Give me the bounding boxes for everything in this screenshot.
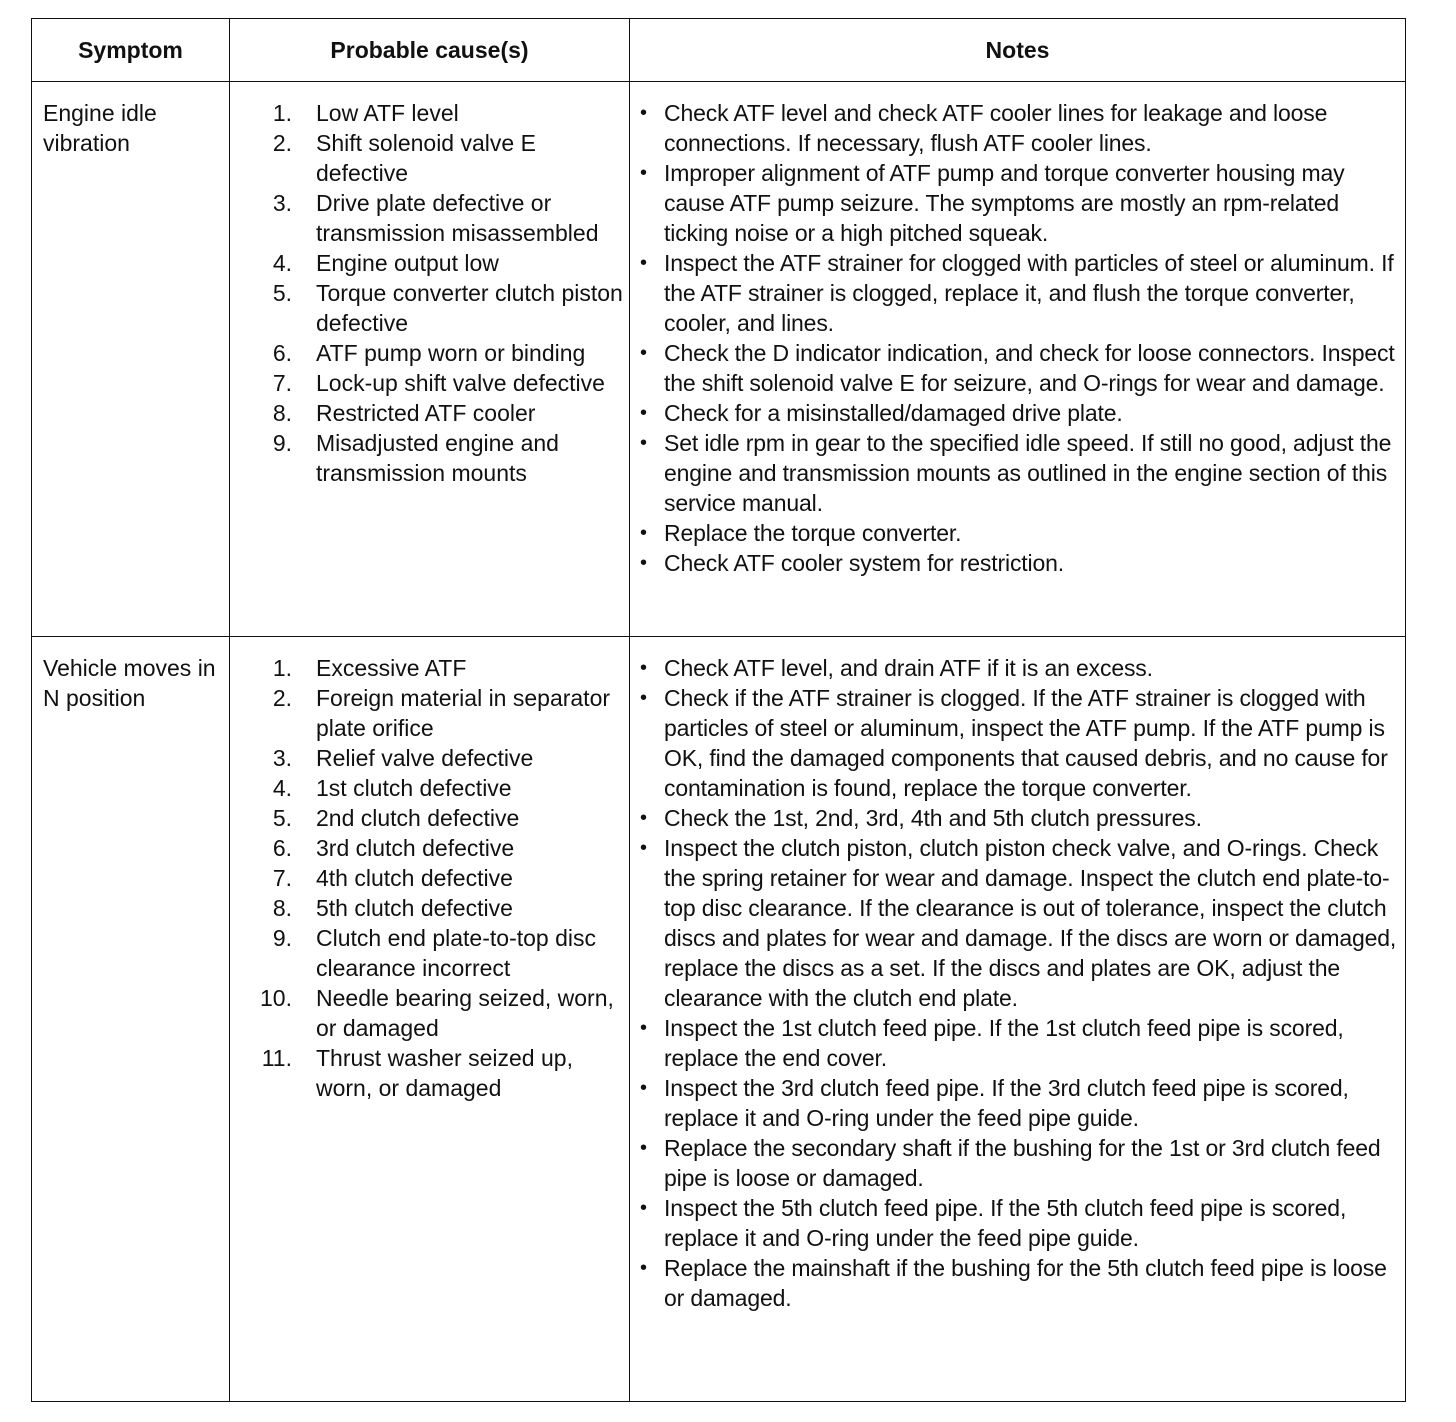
- note-text: Inspect the ATF strainer for clogged with particles of steel or aluminum. If the ATF strainer is clogged, replace it, and flush the torque converter, cooler, and lines.: [664, 250, 1394, 336]
- list-item: [230, 98, 623, 128]
- cause-number: 10.: [260, 985, 292, 1011]
- cause-text: Restricted ATF cooler: [316, 400, 536, 426]
- list-item: [230, 683, 623, 743]
- list-item: [230, 983, 623, 1043]
- list-item: [230, 743, 623, 773]
- note-text: Check if the ATF strainer is clogged. If the ATF strainer is clogged with particles of steel or aluminum, inspect the ATF pump. If the ATF pump is OK, find the damaged components that caused debris, and no cause for contamination is found, replace the torque converter.: [664, 685, 1388, 801]
- list-item: [640, 338, 1399, 398]
- list-item: [230, 398, 623, 428]
- bullet-icon: •: [640, 657, 648, 679]
- list-item: [230, 803, 623, 833]
- cause-number: 2.: [272, 685, 292, 711]
- cause-number: 4.: [272, 775, 292, 801]
- note-text: Check ATF cooler system for restriction.: [664, 550, 1065, 576]
- bullet-icon: •: [640, 837, 648, 859]
- cause-number: 6.: [272, 340, 292, 366]
- cause-number: 7.: [272, 370, 292, 396]
- list-item: [640, 1133, 1399, 1193]
- cause-number: 3.: [272, 190, 292, 216]
- cause-number: 9.: [272, 925, 292, 951]
- notes-cell: [630, 82, 1406, 637]
- cause-text: Lock-up shift valve defective: [316, 370, 605, 396]
- note-text: Inspect the 5th clutch feed pipe. If the 5th clutch feed pipe is scored, replace it and O-ring under the feed pipe guide.: [664, 1195, 1347, 1251]
- cause-number: 11.: [261, 1045, 292, 1071]
- cause-number: 8.: [272, 400, 292, 426]
- cause-text: 5th clutch defective: [316, 895, 513, 921]
- cause-number: 2.: [272, 130, 292, 156]
- cause-number: 9.: [272, 430, 292, 456]
- list-item: [640, 518, 1399, 548]
- list-item: [640, 548, 1399, 578]
- bullet-icon: •: [640, 1257, 648, 1279]
- header-row: [32, 19, 1406, 82]
- list-item: [640, 1013, 1399, 1073]
- cause-text: Low ATF level: [316, 100, 459, 126]
- note-text: Inspect the 1st clutch feed pipe. If the 1st clutch feed pipe is scored, replace the end cover.: [664, 1015, 1344, 1071]
- bullet-icon: •: [640, 1197, 648, 1219]
- list-item: [230, 248, 623, 278]
- list-item: [640, 1073, 1399, 1133]
- note-text: Check ATF level and check ATF cooler lines for leakage and loose connections. If necessary, flush ATF cooler lines.: [664, 100, 1328, 156]
- cause-text: Shift solenoid valve E defective: [316, 130, 536, 186]
- cause-number: 6.: [272, 835, 292, 861]
- list-item: [640, 683, 1399, 803]
- list-item: [640, 428, 1399, 518]
- cause-list: [230, 653, 623, 1103]
- list-item: [230, 833, 623, 863]
- list-item: [230, 428, 623, 488]
- note-list: [640, 98, 1399, 578]
- symptom-cell: [32, 82, 230, 637]
- troubleshooting-table: [31, 18, 1406, 1402]
- cause-text: Foreign material in separator plate orifice: [316, 685, 611, 741]
- note-text: Check the D indicator indication, and check for loose connectors. Inspect the shift solenoid valve E for seizure, and O-rings for wear and damage.: [664, 340, 1395, 396]
- note-text: Improper alignment of ATF pump and torque converter housing may cause ATF pump seizure. The symptoms are mostly an rpm-related ticking noise or a high pitched squeak.: [664, 160, 1345, 246]
- table-row: [32, 82, 1406, 637]
- list-item: [640, 98, 1399, 158]
- table-row: [32, 637, 1406, 1402]
- cause-text: Relief valve defective: [316, 745, 534, 771]
- bullet-icon: •: [640, 552, 648, 574]
- bullet-icon: •: [640, 807, 648, 829]
- cause-list: [230, 98, 623, 488]
- list-item: [230, 863, 623, 893]
- note-text: Set idle rpm in gear to the specified idle speed. If still no good, adjust the engine and transmission mounts as outlined in the engine section of this service manual.: [664, 430, 1392, 516]
- cause-number: 3.: [272, 745, 292, 771]
- note-text: Check the 1st, 2nd, 3rd, 4th and 5th clutch pressures.: [664, 805, 1202, 831]
- note-list: [640, 653, 1399, 1313]
- cause-text: 2nd clutch defective: [316, 805, 520, 831]
- causes-cell: [230, 637, 630, 1402]
- cause-text: 1st clutch defective: [316, 775, 512, 801]
- cause-text: Torque converter clutch piston defective: [316, 280, 623, 336]
- cause-text: Thrust washer seized up, worn, or damaged: [316, 1045, 573, 1101]
- list-item: [640, 803, 1399, 833]
- cause-number: 7.: [272, 865, 292, 891]
- bullet-icon: •: [640, 102, 648, 124]
- list-item: [640, 833, 1399, 1013]
- cause-text: 4th clutch defective: [316, 865, 513, 891]
- cause-text: Drive plate defective or transmission misassembled: [316, 190, 599, 246]
- note-text: Replace the secondary shaft if the bushing for the 1st or 3rd clutch feed pipe is loose or damaged.: [664, 1135, 1381, 1191]
- header-notes: Notes: [630, 19, 1406, 82]
- bullet-icon: •: [640, 432, 648, 454]
- cause-text: 3rd clutch defective: [316, 835, 515, 861]
- cause-text: Misadjusted engine and transmission mounts: [316, 430, 559, 486]
- cause-number: 4.: [272, 250, 292, 276]
- list-item: [640, 158, 1399, 248]
- note-text: Inspect the clutch piston, clutch piston check valve, and O-rings. Check the spring retainer for wear and damage. Inspect the clutch end plate-to-top disc clearance. If the clearance is out of tolerance, inspect the clutch discs and plates for wear and damage. If the discs are worn or damaged, replace the discs as a set. If the discs and plates are OK, adjust the clearance with the clutch end plate.: [664, 835, 1397, 1011]
- bullet-icon: •: [640, 1077, 648, 1099]
- cause-number: 8.: [272, 895, 292, 921]
- list-item: [230, 1043, 623, 1103]
- list-item: [230, 653, 623, 683]
- list-item: [230, 278, 623, 338]
- cause-text: ATF pump worn or binding: [316, 340, 586, 366]
- list-item: [640, 248, 1399, 338]
- list-item: [230, 338, 623, 368]
- bullet-icon: •: [640, 1137, 648, 1159]
- header-symptom: Symptom: [32, 19, 230, 82]
- bullet-icon: •: [640, 522, 648, 544]
- list-item: [230, 923, 623, 983]
- cause-number: 1.: [272, 655, 292, 681]
- list-item: [640, 1193, 1399, 1253]
- cause-text: Clutch end plate-to-top disc clearance incorrect: [316, 925, 596, 981]
- note-text: Inspect the 3rd clutch feed pipe. If the 3rd clutch feed pipe is scored, replace it and O-ring under the feed pipe guide.: [664, 1075, 1349, 1131]
- bullet-icon: •: [640, 252, 648, 274]
- cause-number: 5.: [272, 805, 292, 831]
- list-item: [230, 368, 623, 398]
- list-item: [640, 653, 1399, 683]
- cause-text: Engine output low: [316, 250, 499, 276]
- note-text: Check for a misinstalled/damaged drive plate.: [664, 400, 1123, 426]
- symptom-text: Engine idle vibration: [43, 100, 157, 156]
- bullet-icon: •: [640, 1017, 648, 1039]
- list-item: [230, 188, 623, 248]
- notes-cell: [630, 637, 1406, 1402]
- list-item: [230, 893, 623, 923]
- causes-cell: [230, 82, 630, 637]
- cause-text: Needle bearing seized, worn, or damaged: [316, 985, 614, 1041]
- note-text: Check ATF level, and drain ATF if it is an excess.: [664, 655, 1153, 681]
- symptom-cell: [32, 637, 230, 1402]
- header-probable-causes: Probable cause(s): [230, 19, 630, 82]
- cause-text: Excessive ATF: [316, 655, 467, 681]
- note-text: Replace the torque converter.: [664, 520, 962, 546]
- list-item: [640, 398, 1399, 428]
- cause-number: 5.: [272, 280, 292, 306]
- bullet-icon: •: [640, 162, 648, 184]
- bullet-icon: •: [640, 342, 648, 364]
- symptom-text: Vehicle moves in N position: [43, 655, 216, 711]
- list-item: [640, 1253, 1399, 1313]
- list-item: [230, 128, 623, 188]
- bullet-icon: •: [640, 402, 648, 424]
- bullet-icon: •: [640, 687, 648, 709]
- cause-number: 1.: [272, 100, 292, 126]
- note-text: Replace the mainshaft if the bushing for the 5th clutch feed pipe is loose or damaged.: [664, 1255, 1387, 1311]
- list-item: [230, 773, 623, 803]
